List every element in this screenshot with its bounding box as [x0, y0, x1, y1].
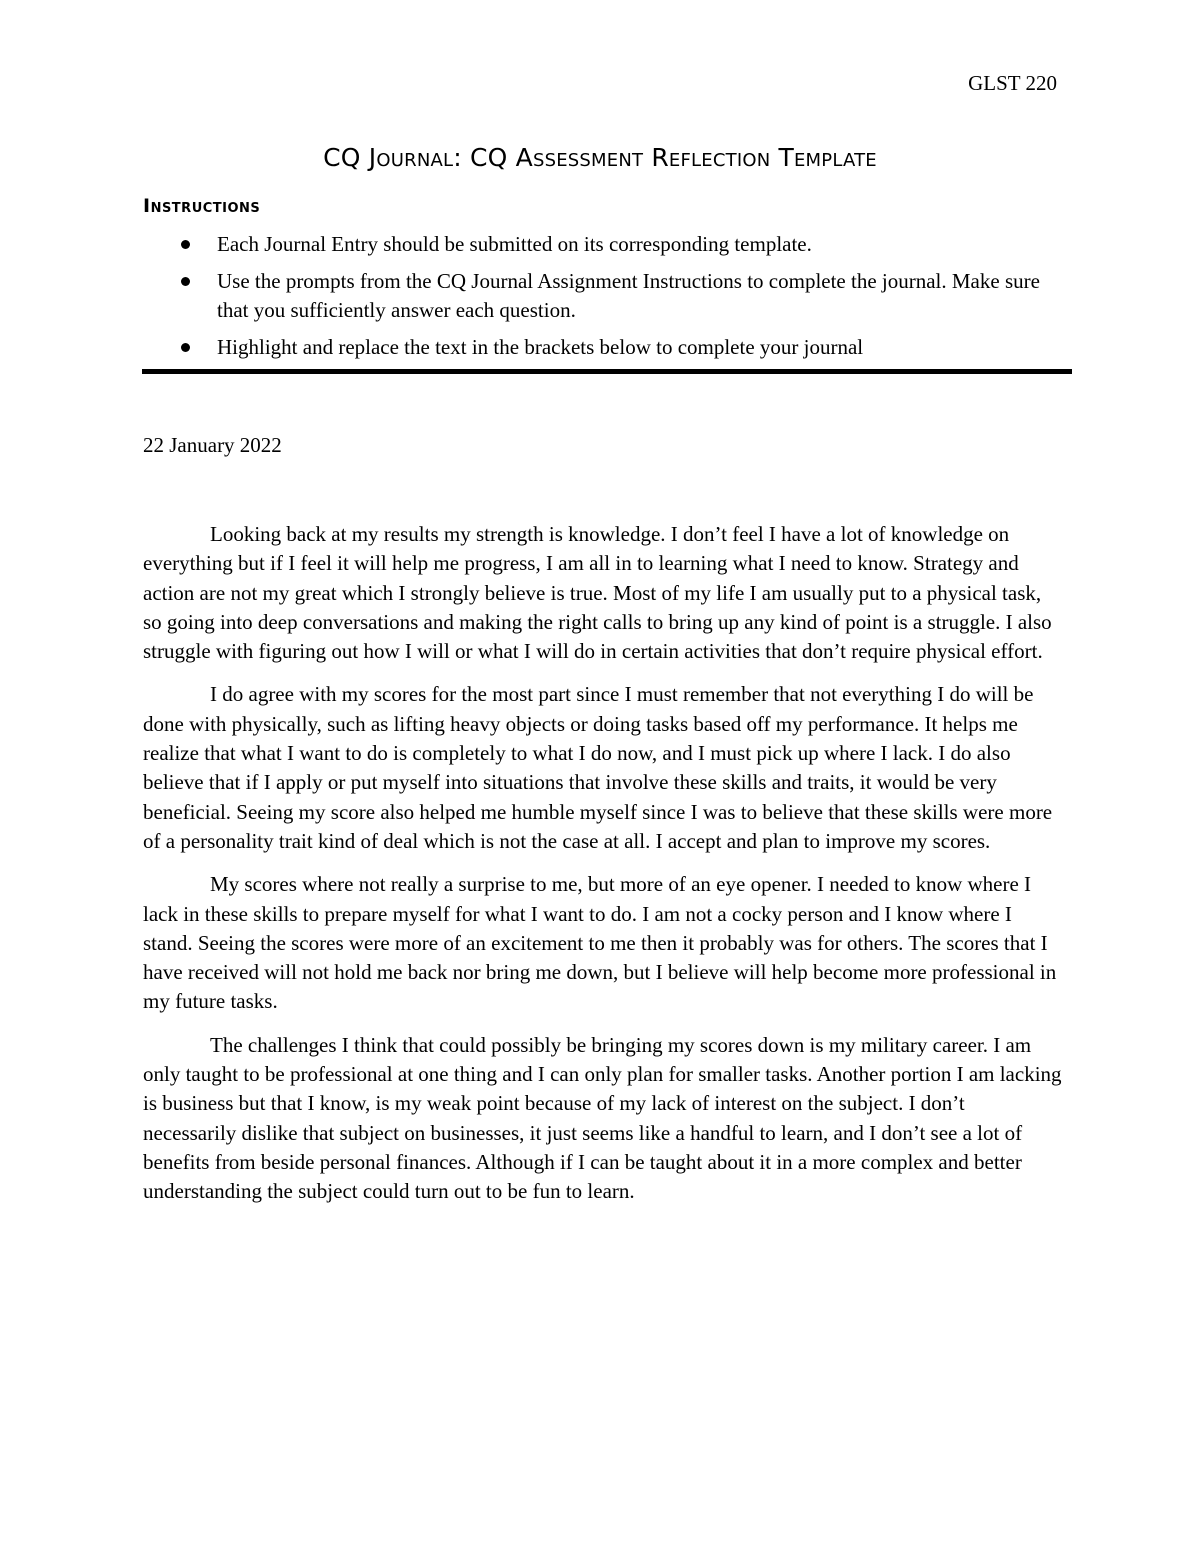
instructions-list: [143, 230, 1063, 370]
entry-date: 22 January 2022: [143, 433, 282, 457]
bullet-icon: [181, 277, 190, 286]
journal-paragraph: My scores where not really a surprise to me, but more of an eye opener. I needed to know where I lack in these skills to prepare myself for what I want to do. I am not a cocky person and I know where I stand. Seeing the scores were more of an excitement to me then it probably was for others. The scores that I have received will not hold me back nor bring me down, but I believe will help become more professional in my future tasks.: [143, 872, 1057, 1014]
journal-paragraph: I do agree with my scores for the most part since I must remember that not everything I do will be done with physically, such as lifting heavy objects or doing tasks based off my performance. It helps me realize that what I want to do is completely to what I do now, and I must pick up where I lack. I do also believe that if I apply or put myself into situations that involve these skills and traits, it would be very beneficial. Seeing my score also helped me humble myself since I was to believe that these skills were more of a personality trait kind of deal which is not the case at all. I accept and plan to improve my scores.: [143, 682, 1053, 853]
instructions-heading: Instructions: [143, 195, 261, 217]
journal-paragraph: Looking back at my results my strength is knowledge. I don’t feel I have a lot of knowledge on everything but if I feel it will help me progress, I am all in to learning what I need to know. Strategy and action are not my great which I strongly believe is true. Most of my life I am usually put to a physical task, so going into deep conversations and making the right calls to bring up any kind of point is a struggle. I also struggle with figuring out how I will or what I will do in certain activities that don’t require physical effort.: [143, 522, 1052, 664]
instruction-text: Each Journal Entry should be submitted on its corresponding template.: [217, 232, 812, 256]
instruction-text: Highlight and replace the text in the brackets below to complete your journal: [217, 335, 864, 359]
bullet-icon: [181, 343, 190, 352]
course-code: GLST 220: [968, 71, 1057, 95]
instruction-text: Use the prompts from the CQ Journal Assignment Instructions to complete the journal. Make sure that you sufficiently answer each question.: [217, 269, 1040, 322]
instruction-item: [143, 267, 1063, 325]
section-divider: [142, 369, 1072, 374]
document-title: CQ Journal: CQ Assessment Reflection Template: [323, 143, 877, 172]
journal-paragraph: The challenges I think that could possibly be bringing my scores down is my military career. I am only taught to be professional at one thing and I can only plan for smaller tasks. Another portion I am lacking is business but that I know, is my weak point because of my lack of interest on the subject. I don’t necessarily dislike that subject on businesses, it just seems like a handful to learn, and I don’t see a lot of benefits from beside personal finances. Although if I can be taught about it in a more complex and better understanding the subject could turn out to be fun to learn.: [143, 1032, 1062, 1204]
journal-body: [143, 520, 1063, 1221]
instruction-item: [143, 333, 1063, 362]
bullet-icon: [181, 240, 190, 249]
instruction-item: [143, 230, 1063, 259]
